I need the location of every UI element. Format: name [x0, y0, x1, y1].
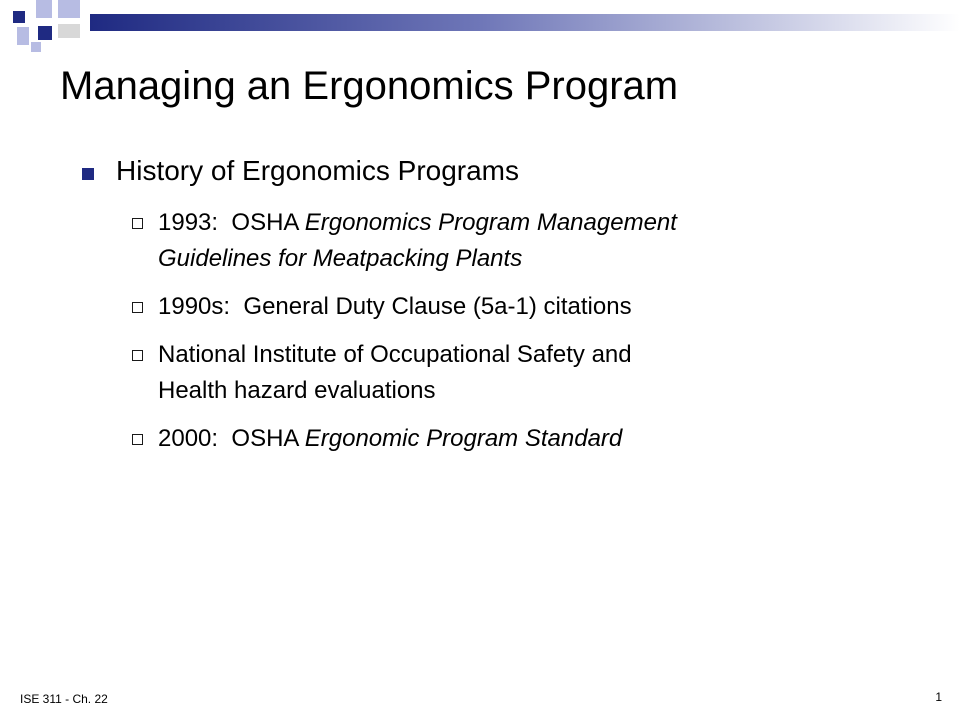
list-item-prefix: 1993: OSHA: [158, 209, 305, 236]
corner-square-navy: [38, 26, 52, 40]
corner-square-navy: [13, 11, 25, 23]
list-item-line: [158, 242, 522, 275]
list-item: [132, 206, 892, 276]
corner-square-light: [58, 0, 80, 18]
list-item-text: National Institute of Occupational Safety and: [158, 341, 632, 368]
list-item-line: [158, 422, 622, 455]
bullet-square-icon: [82, 168, 94, 180]
corner-square-light: [17, 27, 29, 45]
footer-course-label: ISE 311 - Ch. 22: [20, 692, 108, 706]
list-item-text: 1990s: General Duty Clause (5a-1) citations: [158, 293, 632, 320]
list-item-line: [158, 206, 677, 239]
list-item-text: Health hazard evaluations: [158, 377, 436, 404]
list-item-prefix: 2000: OSHA: [158, 425, 305, 452]
list-item: [132, 290, 892, 326]
list-item-italic: Ergonomic Program Standard: [304, 425, 623, 452]
corner-square-light: [31, 42, 41, 52]
list-item: [132, 338, 892, 408]
slide-number: 1: [935, 690, 942, 704]
corner-square-light: [36, 0, 52, 18]
hollow-square-bullet-icon: [132, 350, 143, 361]
header-gradient-bar: [90, 14, 960, 31]
corner-square-light: [58, 24, 80, 38]
hollow-square-bullet-icon: [132, 218, 143, 229]
list-item: [132, 422, 892, 458]
list-item-italic: Guidelines for Meatpacking Plants: [158, 245, 523, 272]
hollow-square-bullet-icon: [132, 302, 143, 313]
hollow-square-bullet-icon: [132, 434, 143, 445]
slide-title: Managing an Ergonomics Program: [60, 64, 679, 108]
list-item-italic: Ergonomics Program Management: [304, 209, 677, 236]
heading-bullet-text: History of Ergonomics Programs: [116, 155, 520, 186]
